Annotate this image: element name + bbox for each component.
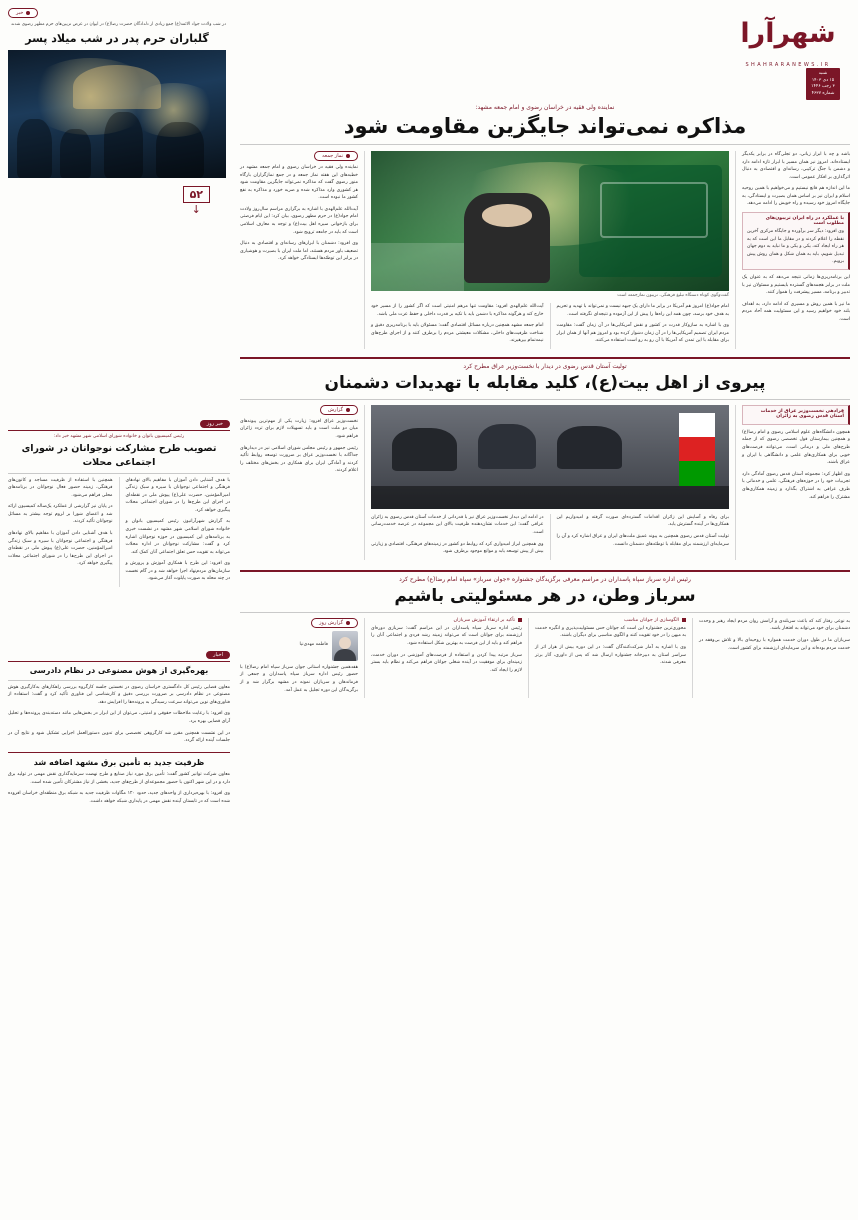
- second-col-1-box: فرادهی نخست‌وزیر عراق از خدمات آستان قدس رضوی به زائران: [742, 405, 850, 425]
- friday-prayer-photo: [371, 151, 729, 291]
- issue-info: شنبه ۱۵ دی ۱۴۰۳ ۳ رجب ۱۴۴۶ شماره ۴۶۳۷: [806, 68, 840, 100]
- third-story-headline: سرباز وطن، در هر مسئولیتی باشیم: [394, 585, 696, 606]
- sidebar-item-1-head: [8, 651, 230, 662]
- sidebar-title-1: بهره‌گیری از هوش مصنوعی در نظام دادرسی: [29, 666, 209, 676]
- sidebar-1-text: معاون قضایی رئیس کل دادگستری خراسان رضوی در نخستین جلسه کارگروه بررسی راهکارهای به‌کارگیری هوش مصنوعی در نظام دادرسی بر ضرورت بررسی دقیق و کارشناسی این فناوری تأکید کرد و گفت: استفاده از فناوری‌های نوین می‌تواند سرعت رسیدگی به پرونده‌ها را افزایش دهد. وی افزود: با رعایت ملاحظات حقوقی و امنیتی، می‌توان از این ابزار در بخش‌هایی مانند دسته‌بندی پرونده‌ها و تحلیل آرای قضایی بهره برد. در این نشست همچنین مقرر شد کارگروهی تخصصی برای تدوین دستورالعمل اجرایی تشکیل شود و نتایج آن در جلسات آینده ارائه گردد.: [8, 684, 230, 744]
- sidebar-title-2: ظرفیت جدید به تأمین برق مشهد اضافه شد: [8, 752, 230, 769]
- third-col-3: تأکید بر ارتقاء آموزش سربازان رئیس اداره سرباز سپاه پاسداران در این مراسم گفت: سربازی دوره‌ای ارزشمند برای جوانان است که می‌تواند زمینه رشد فردی و اجتماعی آنان را فراهم کند و باید از این فرصت به بهترین شکل استفاده شود. سرباز مرتبه پیدا کردن و استفاده از فرصت‌های آموزشی در دوران خدمت، زمینه‌ای برای موفقیت در آینده شغلی جوانان فراهم می‌کند و نظام باید بستر لازم را ایجاد کند.: [371, 617, 522, 673]
- second-story-headline: پیروی از اهل بیت(ع)، کلید مقابله با تهدیدات دشمنان: [324, 372, 766, 393]
- top-news-lead: در شب ولادت جواد الائمه(ع) جمع زیادی از دلدادگان حضرت رضا(ع) در ایوان در عرض تزیین‌های حرم مطهر رضوی شدند: [11, 22, 226, 27]
- badge-friday-prayer[interactable]: نماز جمعه: [314, 151, 358, 161]
- second-col-1: فرادهی نخست‌وزیر عراق از خدمات آستان قدس رضوی به زائران همچون دانشگاه‌های علوم اسلامی رضوی و امام رضا(ع) و همچنین بیمارستان قول تخصصی رضوی که از جمله طرح‌های ملی و درمانی است، می‌توانند فرصت‌های خوبی برای همکاری‌های علمی و دانشگاهی با ایران و عراق باشند. وی اظهار کرد: مجموعه آستان قدس رضوی آمادگی دارد تجربیات خود را در حوزه‌های فرهنگی، علمی و خدماتی با طرف عراقی به اشتراک بگذارد و زمینه همکاری‌های مشترک را فراهم کند.: [742, 405, 850, 560]
- main-story-kicker: نماینده ولی فقیه در خراسان رضوی و امام جمعه مشهد:: [475, 104, 615, 111]
- sidebar-item-0: [8, 420, 230, 587]
- sidebar-item-1: [8, 651, 230, 745]
- second-col-3-text: در ادامه این دیدار نخست‌وزیر عراق نیز با قدردانی از خدمات آستان قدس رضوی به زائران عراقی گفت: این خدمات نشان‌دهنده ظرفیت بالای این مجموعه در عرصه خدمت‌رسانی است. وی همچنین ابراز امیدواری کرد که روابط دو کشور در زمینه‌های فرهنگی، اقتصادی و زیارتی بیش از پیش توسعه یابد و موانع موجود برطرف شود.: [371, 514, 544, 555]
- dot-icon: [26, 11, 30, 15]
- main-col-3-text: آیت‌الله علم‌الهدی افزود: مقاومت تنها مرهم امنیتی است که اگر کشور را از مسیر خود خارج کند و هرگونه مذاکره با دشمن باید با تکیه بر قدرت داخلی و حفظ عزت ملی باشد. امام جمعه مشهد همچنین درباره مسائل اقتصادی گفت: مسئولان باید با برنامه‌ریزی دقیق و شناخت ظرفیت‌های داخلی، مشکلات معیشتی مردم را برطرف کنند و از اجرای طرح‌های نیمه‌تمام بپرهیزند.: [371, 304, 544, 344]
- main-content-zone: [240, 104, 850, 698]
- second-col-4-text: نخست‌وزیر عراق افزود: زیارت یکی از مهم‌ترین پیوندهای میان دو ملت است و باید تسهیلات لازم برای تردد زائران فراهم شود. رئیس جمهور و رئیس مجلس شورای اسلامی نیز در دیدارهای جداگانه با نخست‌وزیر عراق بر ضرورت توسعه روابط تأکید کردند و آمادگی ایران برای همکاری در بخش‌های مختلف را اعلام کردند.: [240, 418, 358, 474]
- sidebar-0-col-2: همچنین با استفاده از ظرفیت مساجد و کانون‌های فرهنگی، زمینه حضور فعال نوجوانان در برنامه‌های محلی فراهم می‌شود. در پایان نیز گزارشی از عملکرد یک‌ساله کمیسیون ارائه شد و اعضای شورا بر لزوم توجه بیشتر به مسائل نوجوانان تأکید کردند. با هدف آشنایی دادن آموزان با مفاهیم بالای نهادهای فرهنگی و اجتماعی نوجوانان با سیره و سبک زندگی امیرالمؤمنین، حضرت علی(ع) پیوش ملی در نقطه‌ای در اجرای این طرح‌ها را در شورای اجتماعی محلات پیگیری خواهد کرد.: [8, 477, 113, 567]
- third-subbadge-1: الگوسازی از جوانان مناسب: [535, 618, 686, 623]
- newspaper-logo: شهرآرا: [740, 17, 836, 49]
- main-col-1-text: باشد و چه با ابزار زبانی، دو تجلی‌گاه در برابر یکدیگر ایستاده‌اند. امروز نیز همان مسیر با ابزار تازه ادامه دارد و دشمن با جنگ ترکیبی، رسانه‌ای و اقتصادی به دنبال اثرگذاری بر افکار عمومی است. ما این اندازه هم قانع نیستیم و می‌خواهیم با همین روحیه اسلام و ایران نیز بر اساس همان بصیرت و ایستادگی، به جایگاه امروز خود رسیده و راه خویش را ادامه می‌دهد.: [742, 152, 850, 207]
- third-col-4-text: هفدهمین جشنواره استانی جوان سرباز سپاه امام رضا(ع) با حضور رئیس اداره سرباز سپاه پاسداران و جمعی از فرماندهان و سربازان نمونه در مشهد برگزار شد و از برگزیدگان این دوره تجلیل به عمل آمد.: [240, 664, 358, 693]
- main-story-headline: مذاکره نمی‌تواند جایگزین مقاومت شود: [343, 114, 747, 138]
- sidebar-item-0-head: [8, 420, 230, 431]
- dot-icon: [346, 408, 350, 412]
- main-col-2-text: امام جواد(ع) امروز هم آمریکا در برابر ما دارای یک جبهه نیست و نمی‌تواند با تهدید و تحریم به هدف خود برسد، چون همه این راه‌ها را پیش از این آزموده و نتیجه‌ای نگرفته است. وی با اشاره به سازوکار قدرت در کشور و نقش آمریکایی‌ها در آن زمان گفت: مقاومت مردم ایران تصمیم آمریکایی‌ها را در آن زمان دشوار کرده بود و امروز هم آنها از همان ابزار برای مقابله با این تمدن که آمریکا با آن رو به رو است استفاده می‌کنند.: [556, 304, 729, 344]
- night-photo: [8, 50, 226, 178]
- badge-report[interactable]: گزارش: [320, 405, 358, 415]
- sidebar-title-0: تصویب طرح مشارکت نوجوانان در شورای اجتماعی محلات: [21, 443, 217, 468]
- main-col-1-box: با عملکرد در راه ایران تریبون‌های مطلوب است وی افزود: دیگر سر برآورده و جایگاه مرکزی آخرین نقطه را اعلام کردند و در مقابل ما این است که به هر راه ایجاد کند، یکی و یکی و ما نباید به دوم جهان تبدیل شویم، باید به همان شکل و همان روش پیش برویم.: [742, 212, 850, 270]
- third-col-1: به نوعی رفتار کند که باعث سربلندی و آرامش روان مردم ایجاد رهبر و وحدت دشمنان برای خود می‌تواند به افتخار باشد. سربازان ما در طول دوران خدمت همواره با روحیه‌ای بالا و تلاش بی‌وقفه در خدمت مردم بوده‌اند و این سرمایه‌ای ارزشمند برای کشور است.: [699, 618, 850, 651]
- author-name: فاطمه مهدی‌نیا: [299, 642, 328, 648]
- sidebar-chip-0[interactable]: خبر روز: [200, 420, 230, 428]
- second-photo-block: [371, 405, 729, 560]
- second-story: [240, 357, 850, 560]
- third-col-4: [240, 618, 358, 698]
- square-icon: [518, 618, 522, 622]
- page-number-block: [183, 186, 210, 216]
- masthead-website: SHAHRARANEWS.IR: [745, 62, 831, 68]
- main-story: [240, 104, 850, 349]
- avatar: [332, 631, 358, 661]
- main-col-4: [240, 151, 358, 349]
- third-col-2: الگوسازی از جوانان مناسب محوری‌ترین جشنواره این است که جوانان حس مسئولیت‌پذیری و انگیزه خدمت به میهن را در خود تقویت کنند و الگوی مناسبی برای دیگران باشند. وی با اشاره به آمار شرکت‌کنندگان گفت: در این دوره بیش از هزار اثر از سراسر استان به دبیرخانه جشنواره ارسال شد که پس از داوری، آثار برتر معرفی شدند.: [535, 617, 686, 666]
- arrow-down-icon: ↓: [191, 203, 201, 216]
- third-story-kicker: رئیس اداره سرباز سپاه پاسداران در مراسم معرفی برگزیدگان جشنواره «جوان سرباز» سپاه امام رضا(ع) مطرح کرد: [399, 575, 691, 583]
- second-col-2-text: برای رفاه و آسایش این زائران اقدامات گسترده‌ای صورت گرفته و امیدواریم این همکاری‌ها در آینده گسترش یابد. تولیت آستان قدس رضوی همچنین به پیوند عمیق ملت‌های ایران و عراق اشاره کرد و آن را سرمایه‌ای ارزشمند برای مقابله با توطئه‌های دشمنان دانست.: [556, 514, 729, 547]
- main-lead-text: نماینده ولی فقیه در خراسان رضوی و امام جمعه مشهد در خطبه‌های این هفته نماز جمعه و در جمع نمازگزاران بارگاه منور رضوی گفت که مذاکره نمی‌تواند جایگزین مقاومت شود هر کشوری وارد مذاکره شده و ضربه خورد و مذاکره به نفع کشور ما نبوده است. آیت‌الله علم‌الهدی با اشاره به برگزاری مراسم سال‌روز ولادت امام جواد(ع) در حرم مطهر رضوی، بیان کرد: این ایام فرصتی برای بازخوانی سیره اهل بیت(ع) و توجه به معارف اسلامی است که باید در جامعه ترویج شود. وی افزود: دشمنان با ابزارهای رسانه‌ای و اقتصادی به دنبال تضعیف باور مردم هستند، اما ملت ایران با بصیرت و هوشیاری در برابر این توطئه‌ها ایستادگی خواهد کرد.: [240, 165, 358, 262]
- sidebar-chip-1[interactable]: اخبار: [206, 651, 230, 659]
- badge-news[interactable]: خبر: [8, 8, 38, 18]
- meeting-photo: [371, 405, 729, 509]
- page-number: ۵۲: [183, 186, 210, 203]
- main-col-1: باشد و چه با ابزار زبانی، دو تجلی‌گاه در برابر یکدیگر ایستاده‌اند. امروز نیز همان مسیر با ابزار تازه ادامه دارد و دشمن با جنگ ترکیبی، رسانه‌ای و اقتصادی به دنبال اثرگذاری بر افکار عمومی است. ما این اندازه هم قانع نیستیم و می‌خواهیم با همین روحیه اسلام و ایران نیز بر اساس همان بصیرت و ایستادگی، به جایگاه امروز خود رسیده و راه خویش را ادامه می‌دهد. با عملکرد در راه ایران تریبون‌های مطلوب است وی افزود: دیگر سر برآورده و جایگاه مرکزی آخرین نقطه را اعلام کردند و در مقابل ما این است که به هر راه ایجاد کند، یکی و یکی و ما نباید به دوم جهان تبدیل شویم، باید به همان شکل و همان روش پیش برویم. این برنامه‌ریزی‌ها زمانی نتیجه می‌دهد که به عنوان یک ملت در برابر هجمه‌های گسترده بایستیم و مسئولان نیز با تدبیر و برنامه، مسیر پیشرفت را هموار کنند. ما نیز با همین روش و مسیری که ادامه دارد، به اهداف بلند خود خواهیم رسید و این مسئولیت همه آحاد مردم است.: [742, 152, 850, 322]
- top-news-strip: [8, 8, 226, 178]
- author-block: [240, 631, 358, 661]
- left-sidebar: [8, 420, 230, 813]
- sidebar-0-col-1: با هدف آشنایی دادن آموزان با مفاهیم بالای نهادهای فرهنگی و اجتماعی نوجوانان با سیره و سبک زندگی امیرالمؤمنین، حضرت علی(ع) پیوش ملی در نقطه‌ای در اجرای این طرح‌ها را در شورای اجتماعی محلات پیگیری خواهد کرد. به گزارش شهرآرانیوز، رئیس کمیسیون بانوان و خانواده شورای اسلامی شهر مشهد در نشست خبری به برنامه‌های این کمیسیون در حوزه نوجوانان اشاره کرد و گفت: مشارکت نوجوانان در اداره محلات می‌تواند به تقویت حس تعلق اجتماعی آنان کمک کند. وی افزود: این طرح با همکاری آموزش و پرورش و سازمان‌های مردم‌نهاد اجرا خواهد شد و در گام نخست در چند محله به صورت پایلوت آغاز می‌شود.: [125, 477, 230, 582]
- second-col-4: [240, 405, 358, 560]
- third-story: [240, 570, 850, 698]
- dot-icon: [346, 154, 350, 158]
- dot-icon: [346, 621, 350, 625]
- badge-daily-report[interactable]: گزارش روز: [311, 618, 358, 628]
- square-icon: [682, 618, 686, 622]
- main-photo-caption: گفت‌وگوی کوتاه دستگاه تبلیغ فرهنگی، تریبون نمازجمعه است: [617, 293, 729, 298]
- sidebar-item-2: [8, 752, 230, 806]
- sidebar-kicker-0: رئیس کمیسیون بانوان و خانواده شورای اسلامی شهر مشهد خبر داد:: [53, 434, 185, 439]
- top-news-headline: گلباران حرم پدر در شب میلاد پسر: [25, 32, 209, 46]
- third-subbadge-2: تأکید بر ارتقاء آموزش سربازان: [371, 618, 522, 623]
- main-photo-block: [371, 151, 729, 349]
- second-story-kicker: تولیت آستان قدس رضوی در دیدار با نخست‌وزیر عراق مطرح کرد: [463, 362, 627, 370]
- sidebar-2-text: معاون شرکت توانیر کشور گفت: تأمین برق مورد نیاز صنایع و طرح نهضت سرمایه‌گذاری نقش مهمی در تولید برق دارد و در این شهر اکنون با حضور مجموعه‌ای از طرح‌های جدید، بخشی از نیاز مشترکان تأمین شده است. وی افزود: با بهره‌برداری از واحدهای جدید، حدود ۱۲۰ مگاوات ظرفیت جدید به شبکه برق منطقه‌ای خراسان افزوده شده است که در تابستان آینده نقش مهمی در پایداری شبکه خواهد داشت.: [8, 772, 230, 805]
